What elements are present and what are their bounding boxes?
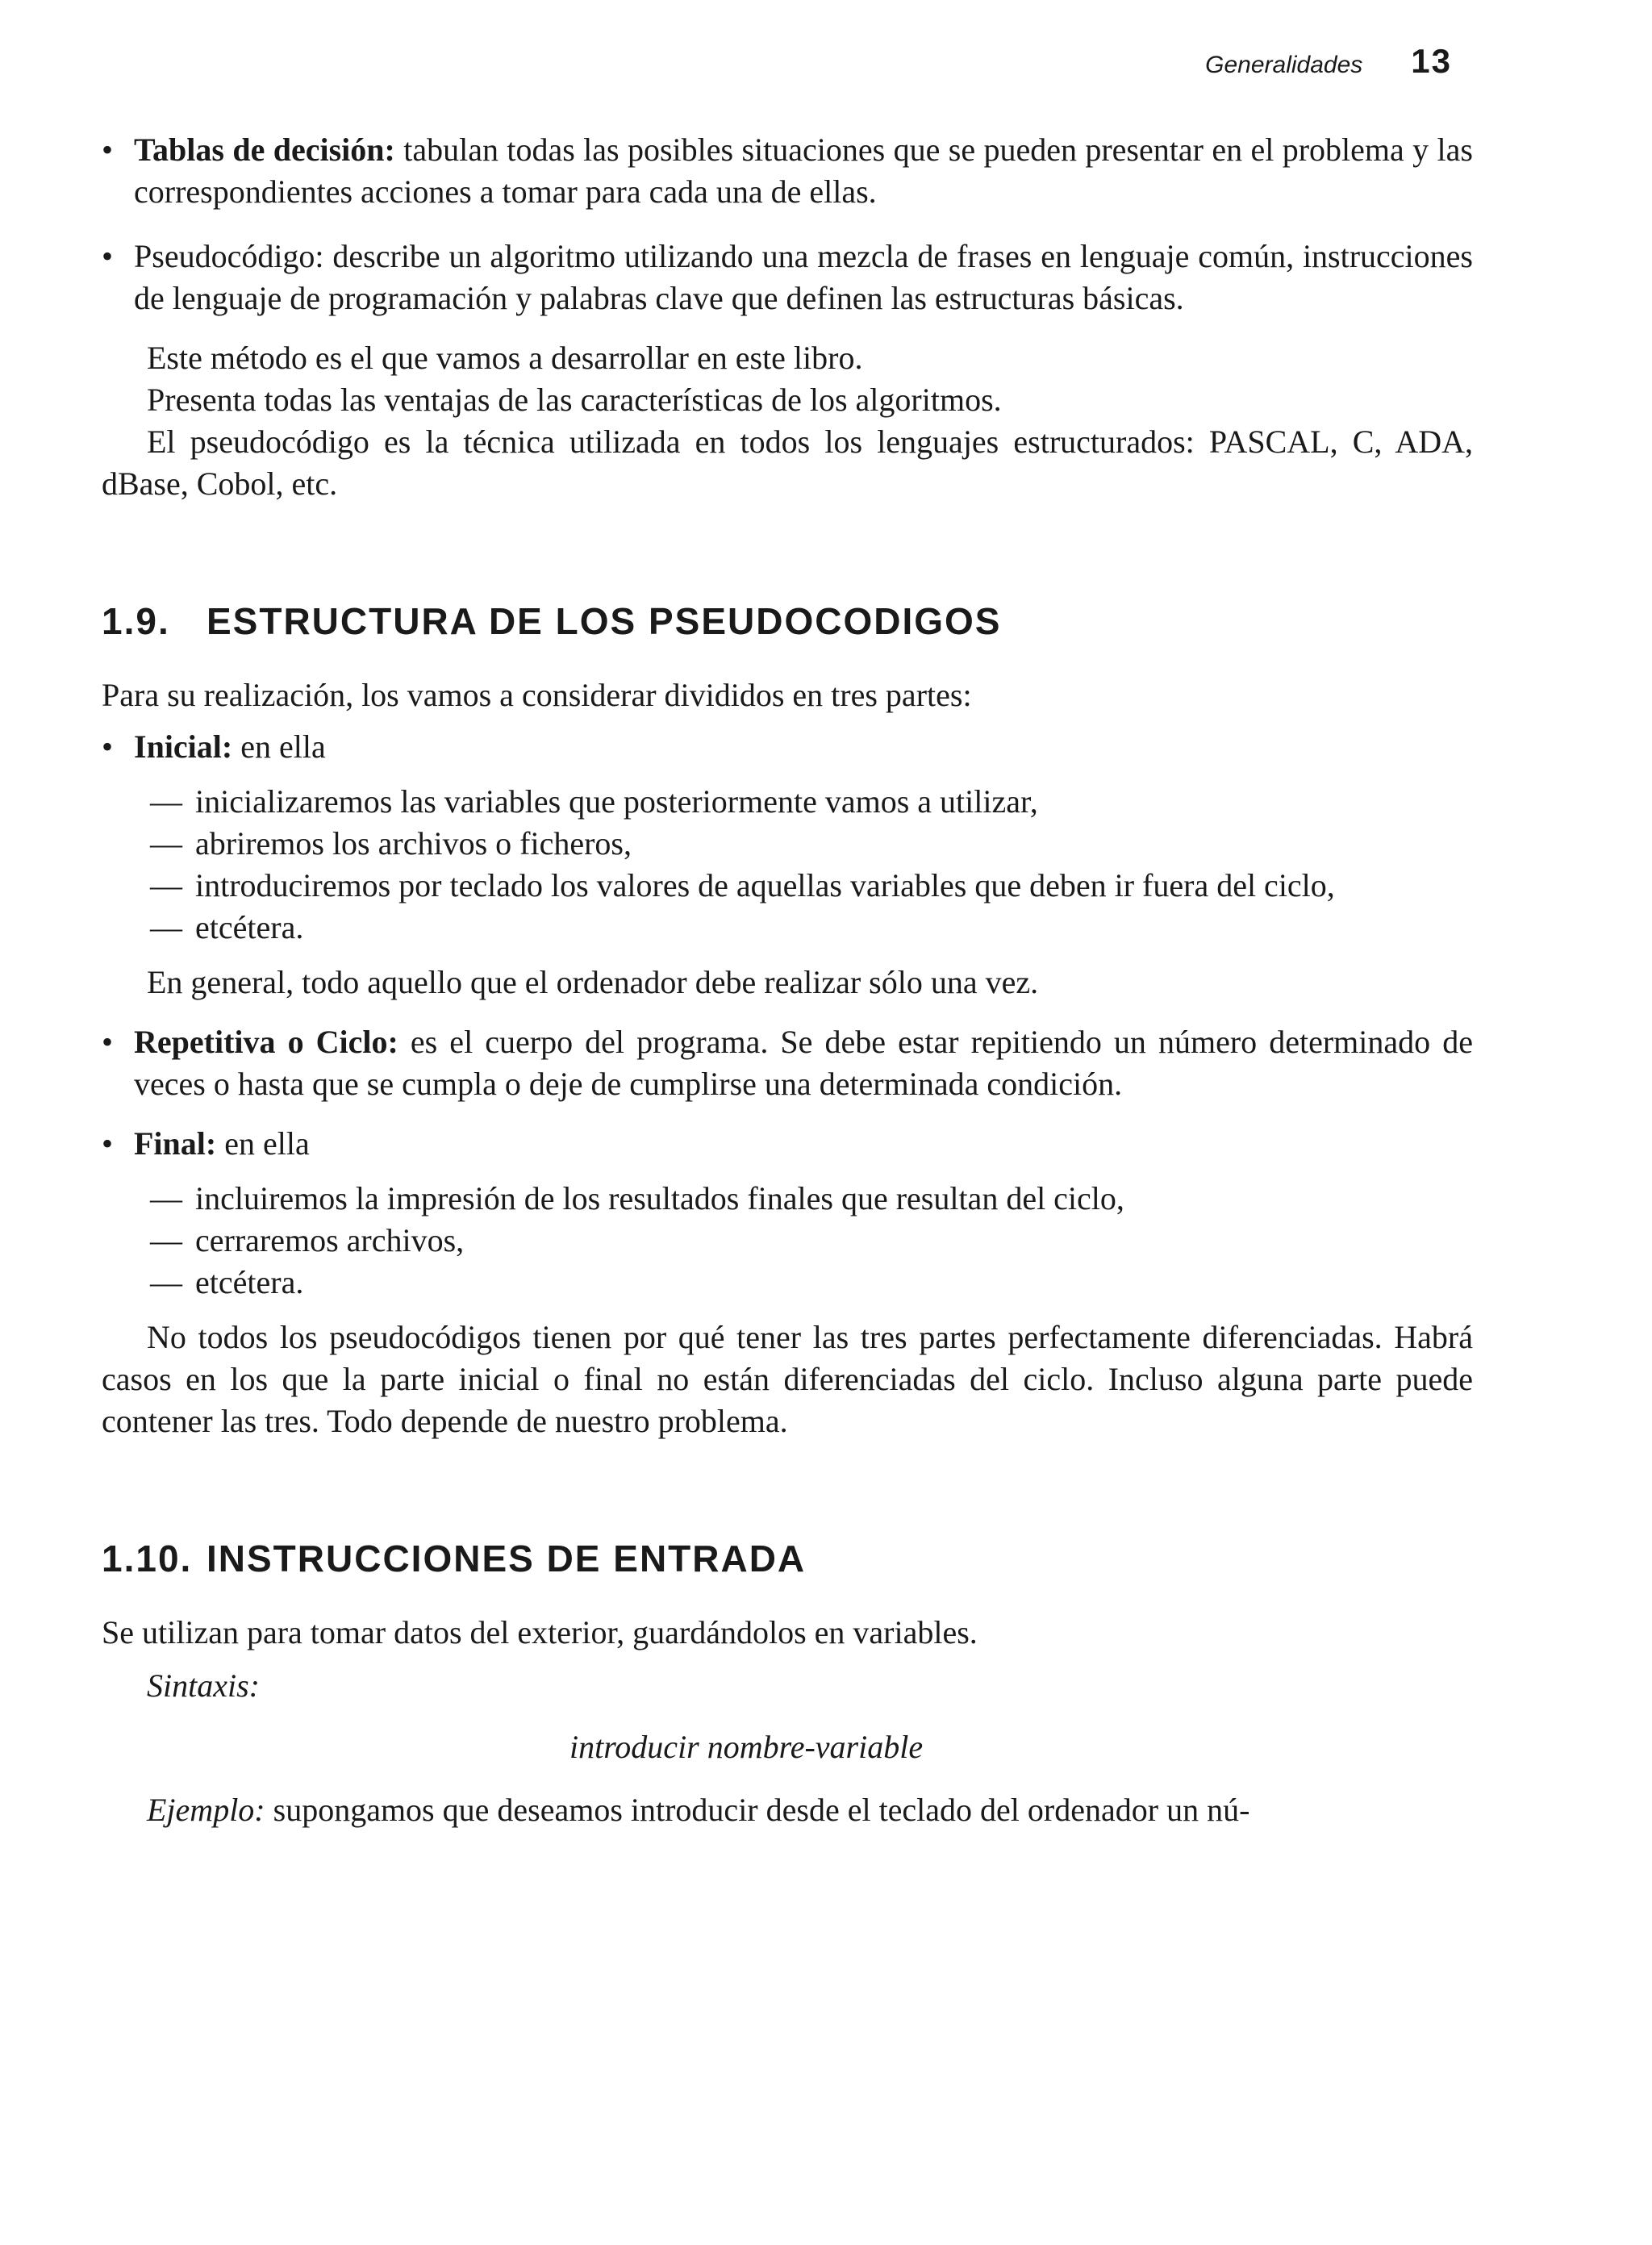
section-title: INSTRUCCIONES DE ENTRADA <box>206 1538 807 1579</box>
dash-mark: — <box>150 1222 182 1258</box>
bullet-pseudocode <box>102 236 1473 319</box>
list-item <box>102 865 1473 907</box>
example-text: supongamos que deseamos introducir desde el teclado del ordenador un nú- <box>265 1792 1250 1828</box>
list-item <box>102 1220 1473 1262</box>
bullet-term: Inicial: <box>134 728 233 765</box>
bullet-term: Final: <box>134 1125 217 1162</box>
page-number: 13 <box>1411 42 1452 80</box>
list-item-text: cerraremos archivos, <box>195 1222 465 1258</box>
dash-mark: — <box>150 825 182 862</box>
dash-mark: — <box>150 783 182 820</box>
page-body <box>102 129 1473 1831</box>
list-item <box>102 823 1473 865</box>
section-number: 1.9. <box>102 600 170 642</box>
section-number: 1.10. <box>102 1538 193 1579</box>
example-paragraph <box>102 1789 1473 1831</box>
example-label: Ejemplo: <box>147 1792 265 1828</box>
bullet-text: describe un algoritmo utilizando una mezcla de frases en lenguaje común, instrucciones de lenguaje de programación y palabras clave que definen las estructuras básicas. <box>134 238 1473 316</box>
list-item-text: abriremos los archivos o ficheros, <box>195 825 632 862</box>
bullet-text: en ella <box>232 728 326 765</box>
section-title: ESTRUCTURA DE LOS PSEUDOCODIGOS <box>206 600 1002 642</box>
list-item-text: etcétera. <box>195 1264 304 1300</box>
syntax-example: introducir nombre-variable <box>569 1729 924 1765</box>
bullet-term: Repetitiva o Ciclo: <box>134 1024 398 1060</box>
dash-mark: — <box>150 867 182 903</box>
dash-mark: — <box>150 909 182 945</box>
list-item-text: inicializaremos las variables que posteriormente vamos a utilizar, <box>195 783 1038 820</box>
intro-paragraph-3-text: El pseudocódigo es la técnica utilizada en todos los lenguajes estructurados: PASCAL, C, ADA, dBase, Cobol, etc. <box>102 424 1473 502</box>
bullet-final <box>102 1123 1473 1165</box>
list-item-text: etcétera. <box>195 909 304 945</box>
bullet-text: en ella <box>216 1125 310 1162</box>
bullet-text: tabulan todas las posibles situaciones que se pueden presentar en el problema y las correspondientes acciones a tomar para cada una de ellas. <box>134 131 1473 210</box>
running-title: Generalidades <box>1205 52 1363 78</box>
bullet-text: es el cuerpo del programa. Se debe estar repitiendo un número determinado de veces o hasta que se cumpla o deje de cumplirse una determinada condición. <box>134 1024 1473 1102</box>
dash-mark: — <box>150 1180 182 1216</box>
bullet-decision-tables <box>102 129 1473 213</box>
list-item <box>102 1178 1473 1220</box>
bullet-inicial <box>102 726 1473 768</box>
dash-mark: — <box>150 1264 182 1300</box>
section-heading-1-9 <box>102 600 1473 642</box>
bullet-term: Tablas de decisión: <box>134 131 395 168</box>
intro-paragraph-2: Presenta todas las ventajas de las características de los algoritmos. <box>147 382 1002 418</box>
intro-paragraph-1: Este método es el que vamos a desarrollar en este libro. <box>147 340 863 376</box>
section-intro: Para su realización, los vamos a considerar divididos en tres partes: <box>102 677 972 713</box>
section-heading-1-10 <box>102 1538 1473 1579</box>
bullet-repetitiva <box>102 1021 1473 1105</box>
list-item <box>102 781 1473 823</box>
closing-paragraph-text: No todos los pseudocódigos tienen por qué tener las tres partes perfectamente diferenciadas. Habrá casos en los que la parte inicial o final no están diferenciadas del ciclo. Incluso alguna parte puede contener las tres. Todo depende de nuestro problema. <box>102 1319 1473 1439</box>
inicial-summary: En general, todo aquello que el ordenador debe realizar sólo una vez. <box>147 964 1039 1000</box>
syntax-label: Sintaxis: <box>147 1667 260 1704</box>
list-item-text: incluiremos la impresión de los resultados finales que resultan del ciclo, <box>195 1180 1124 1216</box>
list-item-text: introduciremos por teclado los valores de aquellas variables que deben ir fuera del ciclo, <box>195 867 1335 903</box>
list-item <box>102 907 1473 949</box>
closing-paragraph <box>102 1317 1473 1442</box>
intro-paragraph-3 <box>102 421 1473 505</box>
list-item <box>102 1262 1473 1304</box>
bullet-term: Pseudocódigo: <box>134 238 324 274</box>
page-header <box>1162 42 1452 81</box>
section-intro: Se utilizan para tomar datos del exterior, guardándolos en variables. <box>102 1614 978 1650</box>
